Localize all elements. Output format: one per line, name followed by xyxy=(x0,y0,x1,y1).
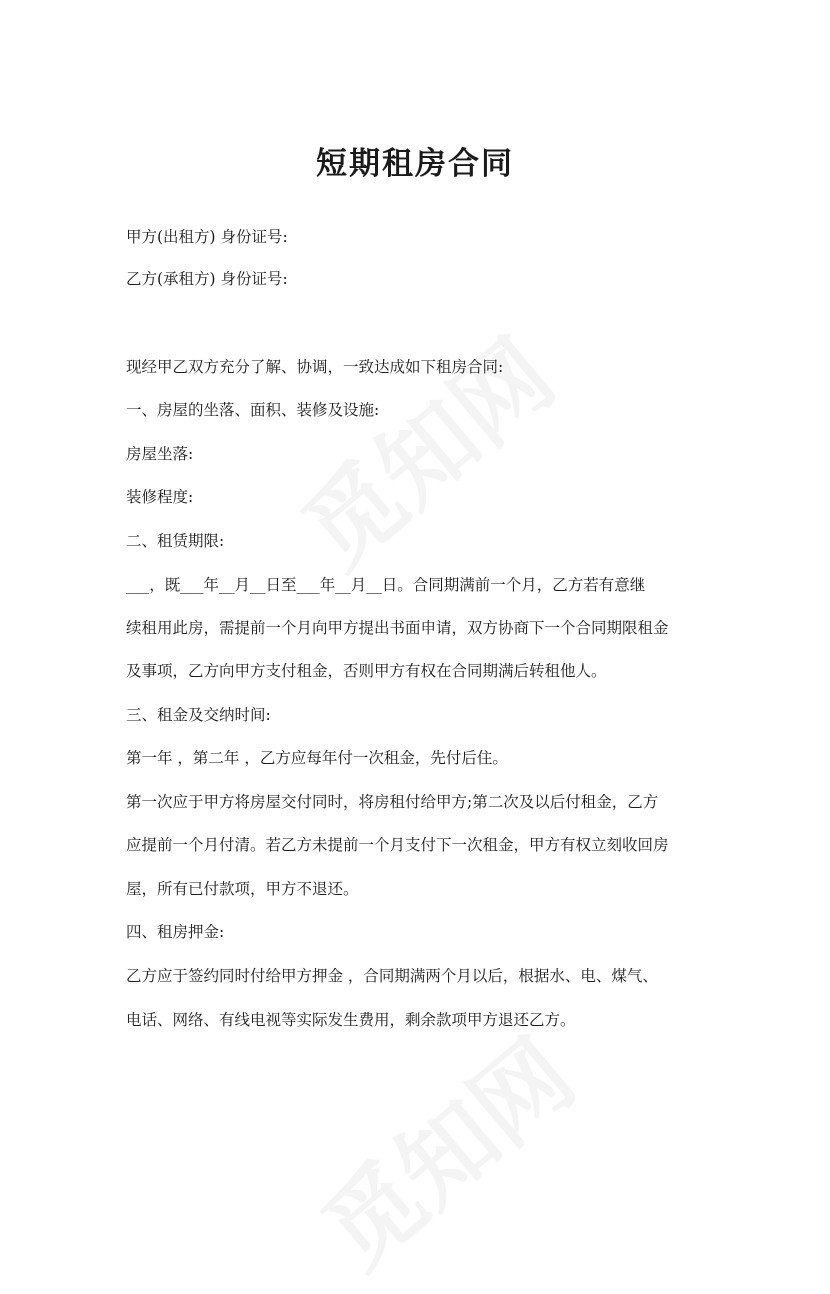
deposit-line-2: 电话、网络、有线电视等实际发生费用，剩余款项甲方退还乙方。 xyxy=(126,1011,576,1029)
rent-line-2: 第一次应于甲方将房屋交付同时，将房租付给甲方;第二次及以后付租金，乙方 xyxy=(126,793,659,811)
lease-term-line-2: 续租用此房，需提前一个月向甲方提出书面申请，双方协商下一个合同期限租金 xyxy=(126,619,669,637)
section-1-heading: 一、房屋的坐落、面积、装修及设施: xyxy=(126,401,380,419)
watermark-bottom xyxy=(290,1003,599,1293)
house-location-line: 房屋坐落: xyxy=(126,445,194,463)
section-2-heading: 二、租赁期限: xyxy=(126,532,225,550)
lease-term-line-1: ___，既___年__月__日至___年__月__日。合同期满前一个月，乙方若有意继 xyxy=(126,576,646,594)
decoration-line: 装修程度: xyxy=(126,488,194,506)
section-3-heading: 三、租金及交纳时间: xyxy=(126,706,271,724)
rent-line-4: 屋，所有已付款项，甲方不退还。 xyxy=(126,880,359,898)
intro-line: 现经甲乙双方充分了解、协调，一致达成如下租房合同: xyxy=(126,358,504,376)
lease-term-line-3: 及事项，乙方向甲方支付租金，否则甲方有权在合同期满后转租他人。 xyxy=(126,662,607,680)
section-4-heading: 四、租房押金: xyxy=(126,923,225,941)
rent-line-1: 第一年 ，第二年 ，乙方应每年付一次租金，先付后住。 xyxy=(126,749,508,767)
party-b-line: 乙方(承租方) 身份证号: xyxy=(126,270,288,288)
deposit-line-1: 乙方应于签约同时付给甲方押金 ，合同期满两个月以后，根据水、电、煤气、 xyxy=(126,967,658,985)
party-a-line: 甲方(出租方) 身份证号: xyxy=(126,228,288,246)
rent-line-3: 应提前一个月付清。若乙方未提前一个月支付下一次租金，甲方有权立刻收回房 xyxy=(126,836,669,854)
document-title: 短期租房合同 xyxy=(316,146,514,182)
